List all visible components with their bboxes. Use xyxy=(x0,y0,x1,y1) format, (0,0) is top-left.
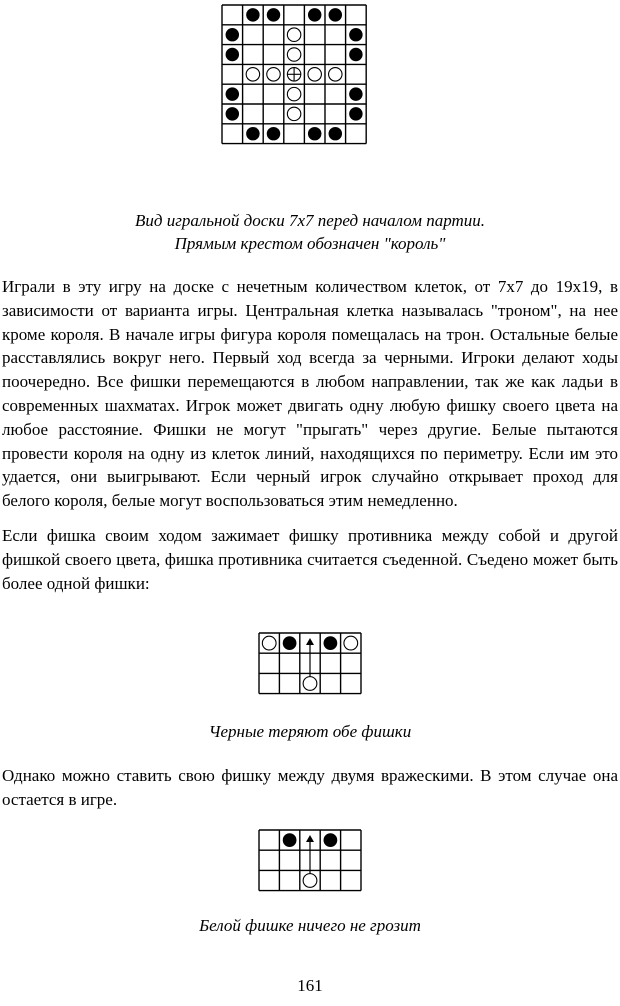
black-piece xyxy=(246,8,259,21)
safe-move-paragraph: Однако можно ставить свою фишку между двумя вражескими. В этом случае она остается в игре. xyxy=(2,766,618,809)
caption-line-2: Прямым крестом обозначен "король" xyxy=(174,234,446,253)
move-arrow-head xyxy=(306,638,314,645)
board-7x7-diagram xyxy=(221,4,368,146)
white-piece xyxy=(329,68,342,81)
move-arrow-head xyxy=(306,835,314,842)
black-piece xyxy=(267,127,280,140)
figure-caption-capture: Черные теряют обе фишки xyxy=(208,722,412,741)
black-piece xyxy=(226,28,239,41)
black-piece xyxy=(283,833,297,847)
black-piece xyxy=(308,127,321,140)
white-piece xyxy=(287,48,300,61)
rules-paragraph: Играли в эту игру на доске с нечетным количеством клеток, от 7x7 до 19x19, в зависимости от варианта игры. Центральная клетка называлась "троном", на нее кроме короля. В начале игры фигура короля помещалась на трон. Остальные белые расставлялись вокруг него. Первый ход всегда за черными. Игроки делают ходы поочередно. Все фишки перемещаются в любом направлении, так же как ладьи в современных шахматах. Игрок может двигать одну любую фишку своего цвета на любое расстояние. Фишки не могут "прыгать" через другие. Белые пытаются провести короля на одну из клеток линий, находящихся по периметру. Если им это удается, они выигрывают. Если черный игрок случайно открывает проход для белого короля, белые могут воспользоваться этим немедленно. xyxy=(2,277,618,511)
white-piece xyxy=(303,874,317,888)
black-piece xyxy=(349,107,362,120)
black-piece xyxy=(308,8,321,21)
black-piece xyxy=(349,28,362,41)
black-piece xyxy=(226,87,239,100)
black-piece xyxy=(267,8,280,21)
white-piece xyxy=(246,68,259,81)
white-piece xyxy=(303,677,317,691)
black-piece xyxy=(349,87,362,100)
capture-diagram xyxy=(258,632,362,695)
white-piece xyxy=(267,68,280,81)
white-piece xyxy=(287,28,300,41)
king-piece xyxy=(287,68,300,81)
black-piece xyxy=(329,8,342,21)
board1-svg xyxy=(221,4,367,145)
board3-svg xyxy=(258,829,362,892)
black-piece xyxy=(324,833,338,847)
white-piece xyxy=(308,68,321,81)
black-piece xyxy=(226,107,239,120)
white-piece xyxy=(262,636,276,650)
white-piece xyxy=(287,107,300,120)
black-piece xyxy=(329,127,342,140)
board2-svg xyxy=(258,632,362,695)
black-piece xyxy=(283,636,297,650)
safe-move-diagram xyxy=(258,829,362,892)
figure-caption-safe: Белой фишке ничего не грозит xyxy=(199,916,421,935)
black-piece xyxy=(324,636,338,650)
black-piece xyxy=(226,48,239,61)
white-piece xyxy=(287,87,300,100)
black-piece xyxy=(349,48,362,61)
black-piece xyxy=(246,127,259,140)
capture-rule-paragraph: Если фишка своим ходом зажимает фишку противника между собой и другой фишкой своего цвета, фишка противника считается съеденной. Съедено может быть более одной фишки: xyxy=(2,526,618,593)
white-piece xyxy=(344,636,358,650)
page-number: 161 xyxy=(297,976,323,995)
caption-line-1: Вид игральной доски 7x7 перед началом партии. xyxy=(134,211,486,230)
figure-caption-board xyxy=(0,209,620,255)
